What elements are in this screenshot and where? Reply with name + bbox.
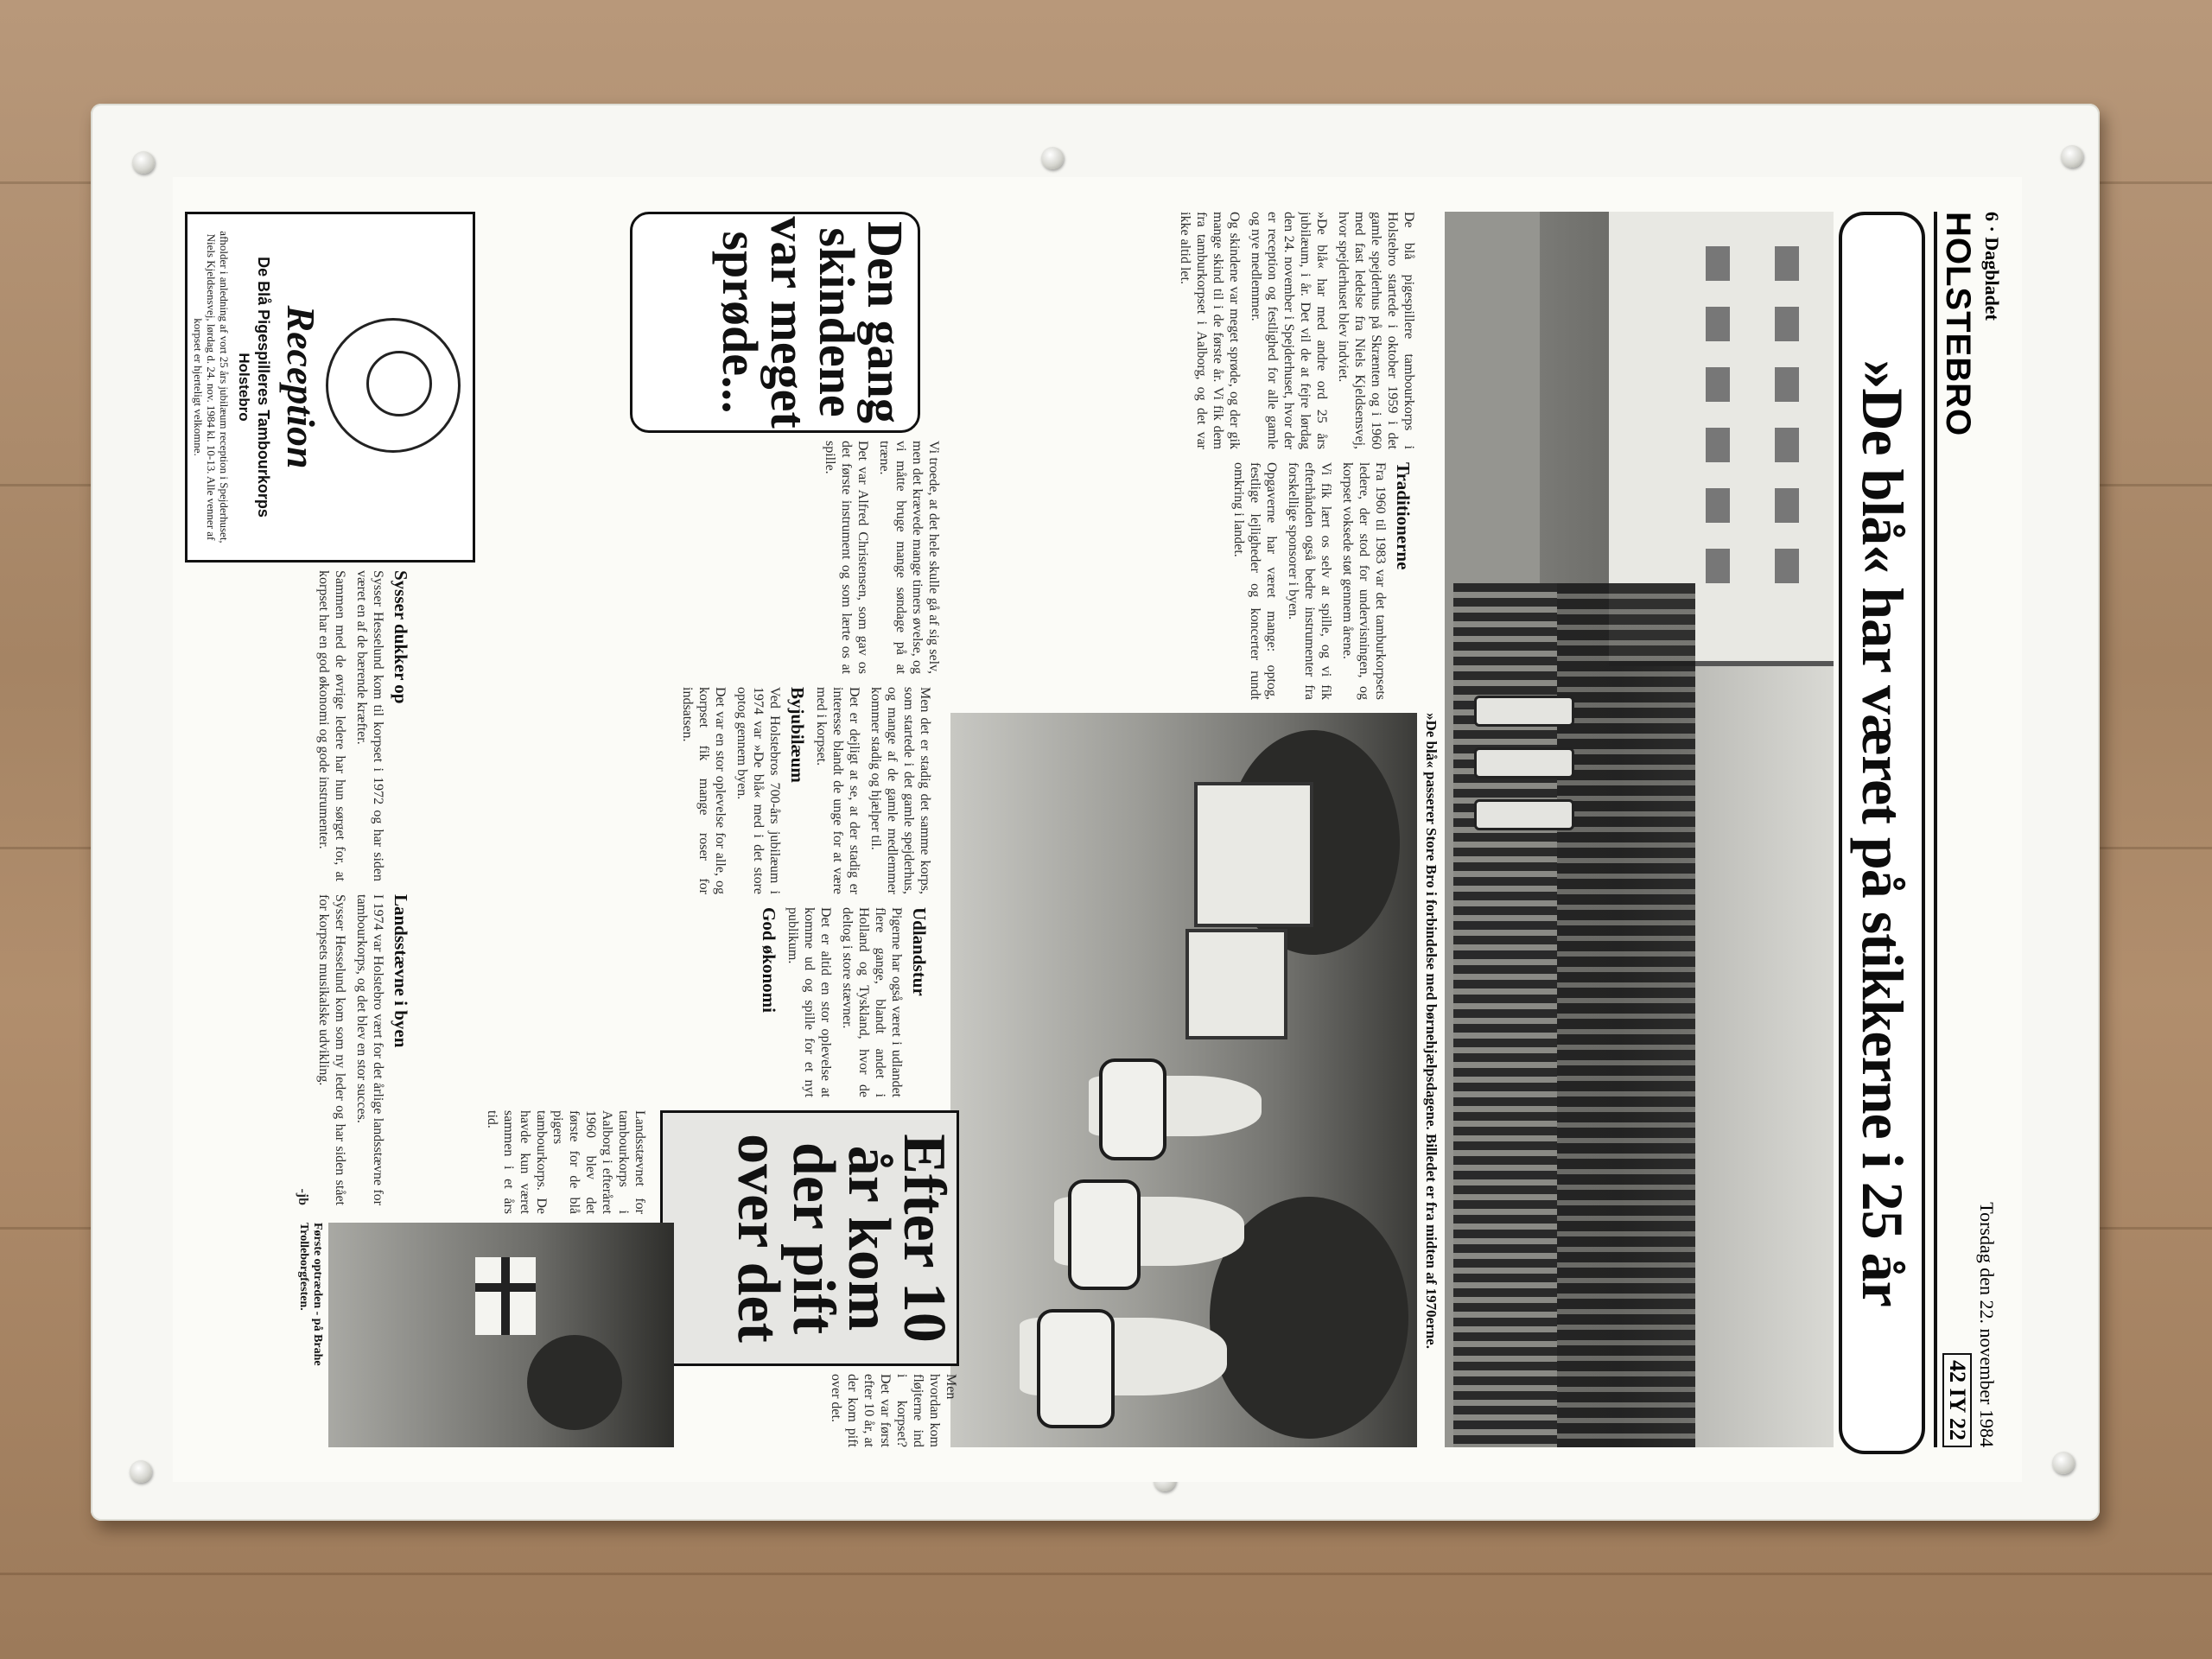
- paragraph: Det er altid en stor oplevelse at komme ud og spille for et nyt publikum.: [785, 907, 833, 1097]
- screw-icon: [2061, 145, 2083, 168]
- photo-caption: »De blå« passerer Store Bro i forbindelse med børnehjælpsdagene. Billedet er fra midten af 1970erne.: [1423, 713, 1440, 1349]
- paragraph: Landsstævnet for tambourkorps i Aalborg i efteråret 1960 blev det første for de blå pigers tambourkorps. De havde kun været sammen i et års tid.: [485, 1110, 647, 1214]
- paragraph: Fra 1960 til 1983 var det tamburkorpsets ledere, der stod for undervisningen, og korpset voksede støt gennem årene.: [1340, 462, 1388, 700]
- article-column: [950, 462, 1417, 700]
- subheading: God økonomi: [759, 907, 779, 1013]
- paragraph: De blå pigespillere tambourkorps i Holstebro startede i oktober 1959 i det gamle spejderhus på Skrænten og i 1960 med fast ledelse fra Niels Kjeldsensvej, hvor spejderhuset blev indviet.: [1336, 212, 1416, 449]
- subheading: Sysser dukker op: [391, 570, 411, 704]
- paragraph: Det var Alfred Christensen, som gav os det første instrument og som lærte os at spille.: [823, 441, 870, 674]
- section-name: HOLSTEBRO: [1939, 212, 1977, 437]
- article-intro: [933, 212, 1417, 449]
- ad-organisation: De Blå Pigespilleres Tambourkorps: [255, 257, 272, 518]
- subheading: Udlandstur: [909, 907, 930, 996]
- subheading: Landsstævne i byen: [391, 894, 411, 1048]
- paragraph: Men det er stadig det samme korps, som startede i det gamle spejderhus, og mange af de gamle medlemmer kommer stadig og hjælper til.: [868, 687, 932, 894]
- author-signature: -jb: [296, 1188, 310, 1205]
- pull-quote-box: [630, 212, 920, 433]
- ad-place: Holstebro: [236, 353, 252, 422]
- issue-date: Torsdag den 22. november 1984: [1976, 1202, 1998, 1447]
- paragraph: Sammen med de øvrige ledere har hun sørget for, at korpset har en god økonomi og gode instrumenter.: [316, 570, 347, 881]
- paragraph: Sysser Hesselund kom som ny leder og har siden stået for korpsets musikalske udvikling.: [316, 894, 347, 1205]
- masthead: [1934, 212, 2006, 1447]
- screw-icon: [1041, 147, 1064, 169]
- drum-icon: [1474, 747, 1574, 779]
- drum-icon: [1474, 696, 1574, 727]
- screw-icon: [132, 151, 155, 174]
- paragraph: Ved Holstebros 700-års jubilæum i 1974 var »De blå« med i det store optog gennem byen.: [734, 687, 782, 894]
- article-column: [432, 687, 933, 894]
- article-column: [432, 907, 933, 1097]
- rotated-newspaper: [173, 177, 2022, 1482]
- paragraph: Sysser Hesselund kom til korpset i 1972 og har siden været en af de bærende kræfter.: [354, 570, 385, 881]
- page-number: 6 · Dagbladet: [1981, 212, 2003, 321]
- treble-clef-emblem-icon: [326, 318, 461, 453]
- handwritten-code: 42 IY 22: [1942, 1353, 1972, 1447]
- paragraph: Det er dejligt at se, at der stadig er interesse blandt de unge for at være med i korpset.: [814, 687, 861, 894]
- article-column: [190, 570, 415, 881]
- article-column: [190, 894, 415, 1205]
- drum-icon: [1068, 1179, 1141, 1290]
- ad-body: afholder i anledning af vort 25 års jubilæum reception i Spejderhuset, Niels Kjeldsensvej, lørdag d. 24. nov. 1984 kl. 10-13. Alle venner af korpset er hjerteligt velkomne.: [192, 231, 231, 543]
- paragraph: Opgaverne har været mange: optog, festlige lejligheder og koncerter rundt omkring i landet.: [1231, 462, 1279, 700]
- paragraph: »De blå« har med andre ord 25 års jubilæum, i år. Det vil de at fejre lørdag den 24. november i Spejderhuset, hvor der er reception og festlighed for alle gamle og nye medlemmer.: [1249, 212, 1329, 449]
- small-photo-caption: Første optræden - på Brahe Trolleborgfesten.: [297, 1223, 324, 1366]
- article-column: [406, 441, 942, 674]
- pull-quote: Efter 10 år kom der pift over det: [725, 1134, 957, 1343]
- newspaper-page: [173, 177, 2022, 1482]
- flag-icon: [475, 1257, 536, 1335]
- drum-icon: [1037, 1309, 1115, 1428]
- subheading: Traditionerne: [1393, 462, 1414, 570]
- drum-icon: [1474, 799, 1574, 830]
- screw-icon: [130, 1460, 152, 1483]
- pull-quote: Den gang skindene var meget sprøde...: [712, 216, 913, 429]
- parade-photo: [950, 713, 1417, 1447]
- page-headline: »De blå« har været på stikkerne i 25 år: [1850, 359, 1916, 1306]
- paragraph: Vi troede, at det hele skulle gå af sig selv, men det krævede mange timers øvelse, og vi måtte bruge mange søndage på at træne.: [877, 441, 941, 674]
- ad-title: Reception: [279, 305, 323, 469]
- paragraph: I 1974 var Holstebro vært for det årlige landsstævne for tambourkorps, og det blev en stor succes.: [354, 894, 385, 1205]
- pull-quote-box: [660, 1110, 959, 1366]
- headline-box: [1839, 212, 1925, 1454]
- screw-icon: [2052, 1452, 2075, 1474]
- paragraph: Pigerne har også været i udlandet flere gange, blandt andet i Holland og Tyskland, hvor de deltog i store stævner.: [840, 907, 904, 1097]
- paragraph: Det var en stor oplevelse for alle, og korpset fik mange roser for indsatsen.: [680, 687, 728, 894]
- subheading: Byjubilæum: [787, 687, 808, 783]
- reception-advertisement: [185, 212, 475, 563]
- small-photo: [328, 1223, 674, 1447]
- paragraph: Men hvordan kom fløjterne ind i korpset? Det var først efter 10 år, at der kom pift over det.: [829, 1374, 958, 1447]
- paragraph: Og skindene var meget sprøde, og der gik mange skind til i de første år. Vi fik dem fra tamburkorpset i Aalborg, og det var ikke altid let.: [1178, 212, 1242, 449]
- group-photo: [1445, 212, 1834, 1447]
- floor-grain: [0, 1573, 2212, 1575]
- paragraph: Vi fik lært os selv at spille, og vi fik efterhånden også bedre instrumenter fra forskellige sponsorer i byen.: [1286, 462, 1333, 700]
- drum-icon: [1099, 1058, 1166, 1160]
- article-column: [674, 1374, 959, 1447]
